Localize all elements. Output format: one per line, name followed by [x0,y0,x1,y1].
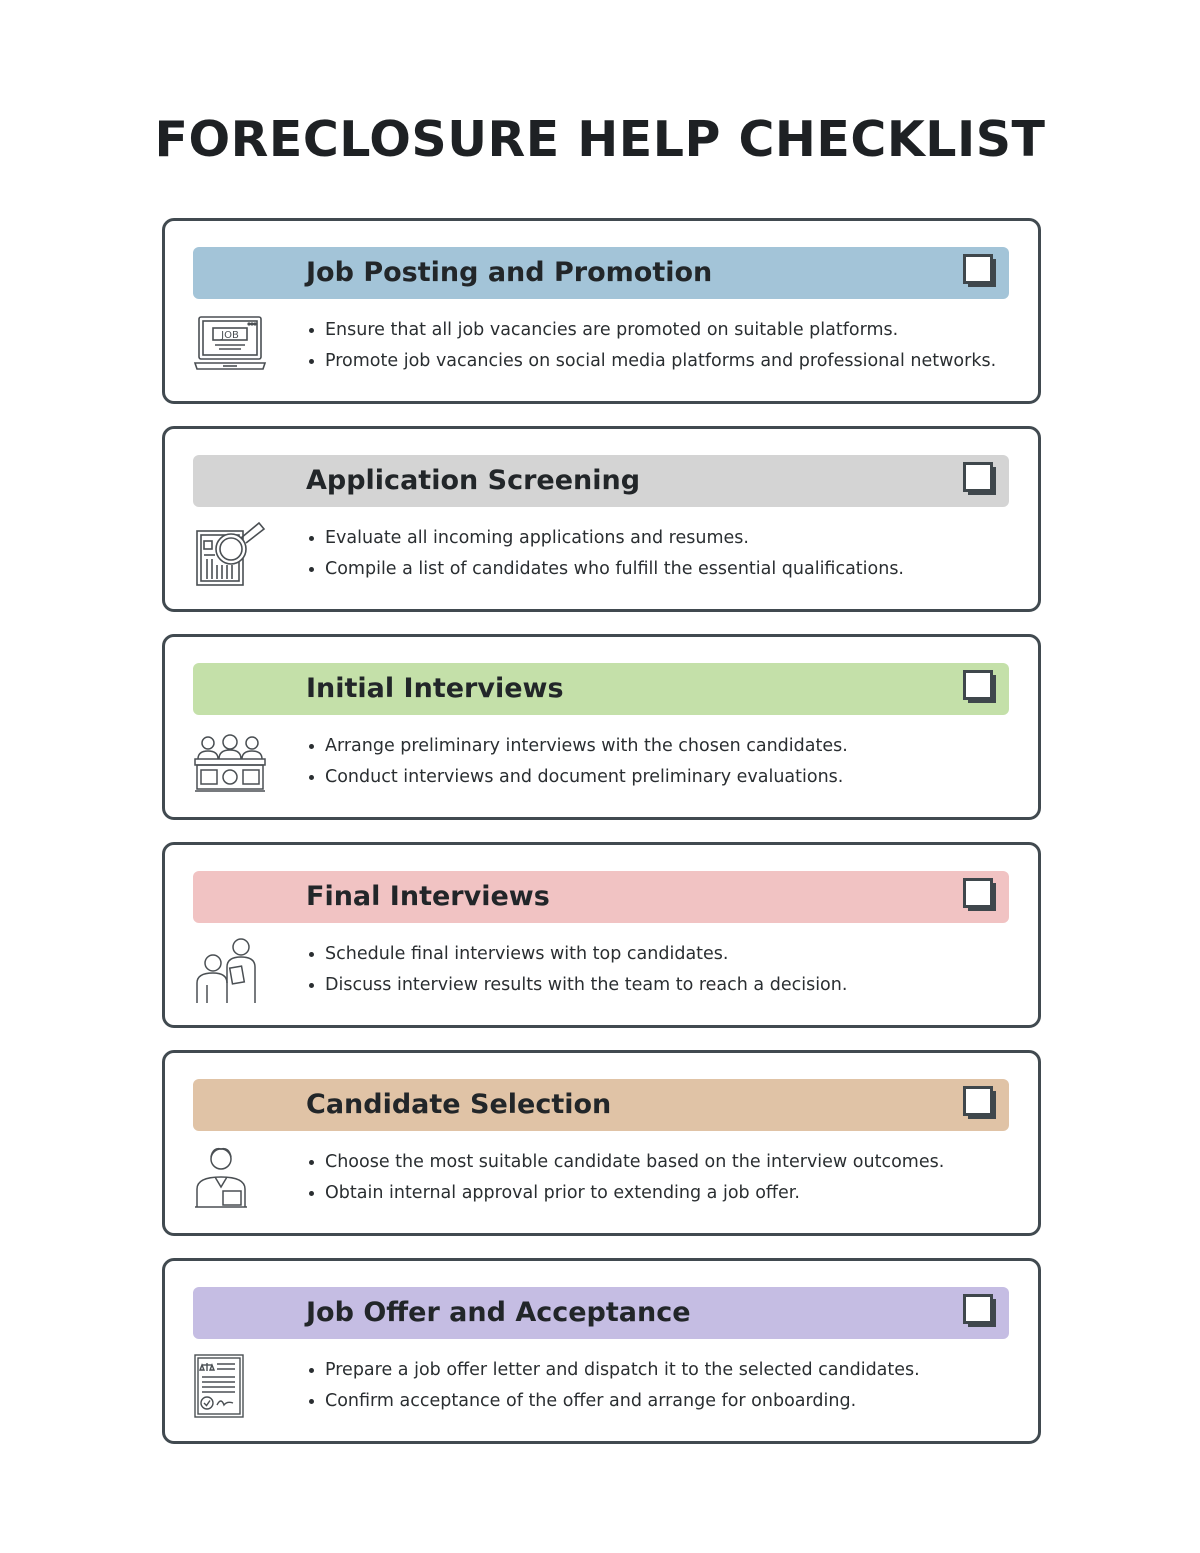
contract-document-icon [193,1353,267,1419]
document-magnifier-icon [193,521,267,587]
section-card-application-screening [162,426,1041,612]
section-header [193,1079,1009,1131]
section-card-job-posting [162,218,1041,404]
section-card-job-offer [162,1258,1041,1444]
list-item: • Prepare a job offer letter and dispatch it to the selected candidates. [325,1355,920,1386]
section-items [303,731,848,793]
section-items [303,523,904,585]
list-item: • Obtain internal approval prior to extending a job offer. [325,1178,944,1209]
section-title: Job Offer and Acceptance [306,1297,691,1328]
section-header [193,871,1009,923]
checkbox-icon[interactable] [963,1086,997,1120]
section-items [303,1355,920,1417]
section-title: Application Screening [306,465,641,496]
laptop-job-text: JOB [221,330,239,341]
candidate-person-icon [193,1145,267,1211]
checkbox-icon[interactable] [963,1294,997,1328]
list-item: • Promote job vacancies on social media platforms and professional networks. [325,346,996,377]
checkbox-icon[interactable] [963,462,997,496]
checkbox-icon[interactable] [963,670,997,704]
list-item: • Compile a list of candidates who fulfill the essential qualifications. [325,554,904,585]
laptop-job-icon [193,313,267,379]
interview-panel-icon [193,729,267,795]
list-item: • Confirm acceptance of the offer and arrange for onboarding. [325,1386,920,1417]
checkbox-icon[interactable] [963,254,997,288]
list-item: • Ensure that all job vacancies are promoted on suitable platforms. [325,315,996,346]
section-items [303,939,847,1001]
section-card-initial-interviews [162,634,1041,820]
page-title: FORECLOSURE HELP CHECKLIST [154,111,1046,168]
list-item: • Evaluate all incoming applications and resumes. [325,523,904,554]
section-header [193,663,1009,715]
section-header [193,1287,1009,1339]
list-item: • Discuss interview results with the team to reach a decision. [325,970,847,1001]
list-item: • Conduct interviews and document preliminary evaluations. [325,762,848,793]
interview-meeting-icon [193,937,267,1003]
section-items [303,1147,944,1209]
section-title: Final Interviews [306,881,550,912]
checkbox-icon[interactable] [963,878,997,912]
list-item: • Schedule final interviews with top candidates. [325,939,847,970]
section-title: Job Posting and Promotion [306,257,713,288]
section-items [303,315,996,377]
section-card-final-interviews [162,842,1041,1028]
list-item: • Arrange preliminary interviews with the chosen candidates. [325,731,848,762]
section-card-candidate-selection [162,1050,1041,1236]
section-title: Initial Interviews [306,673,564,704]
section-header [193,455,1009,507]
section-title: Candidate Selection [306,1089,612,1120]
section-header [193,247,1009,299]
list-item: • Choose the most suitable candidate based on the interview outcomes. [325,1147,944,1178]
